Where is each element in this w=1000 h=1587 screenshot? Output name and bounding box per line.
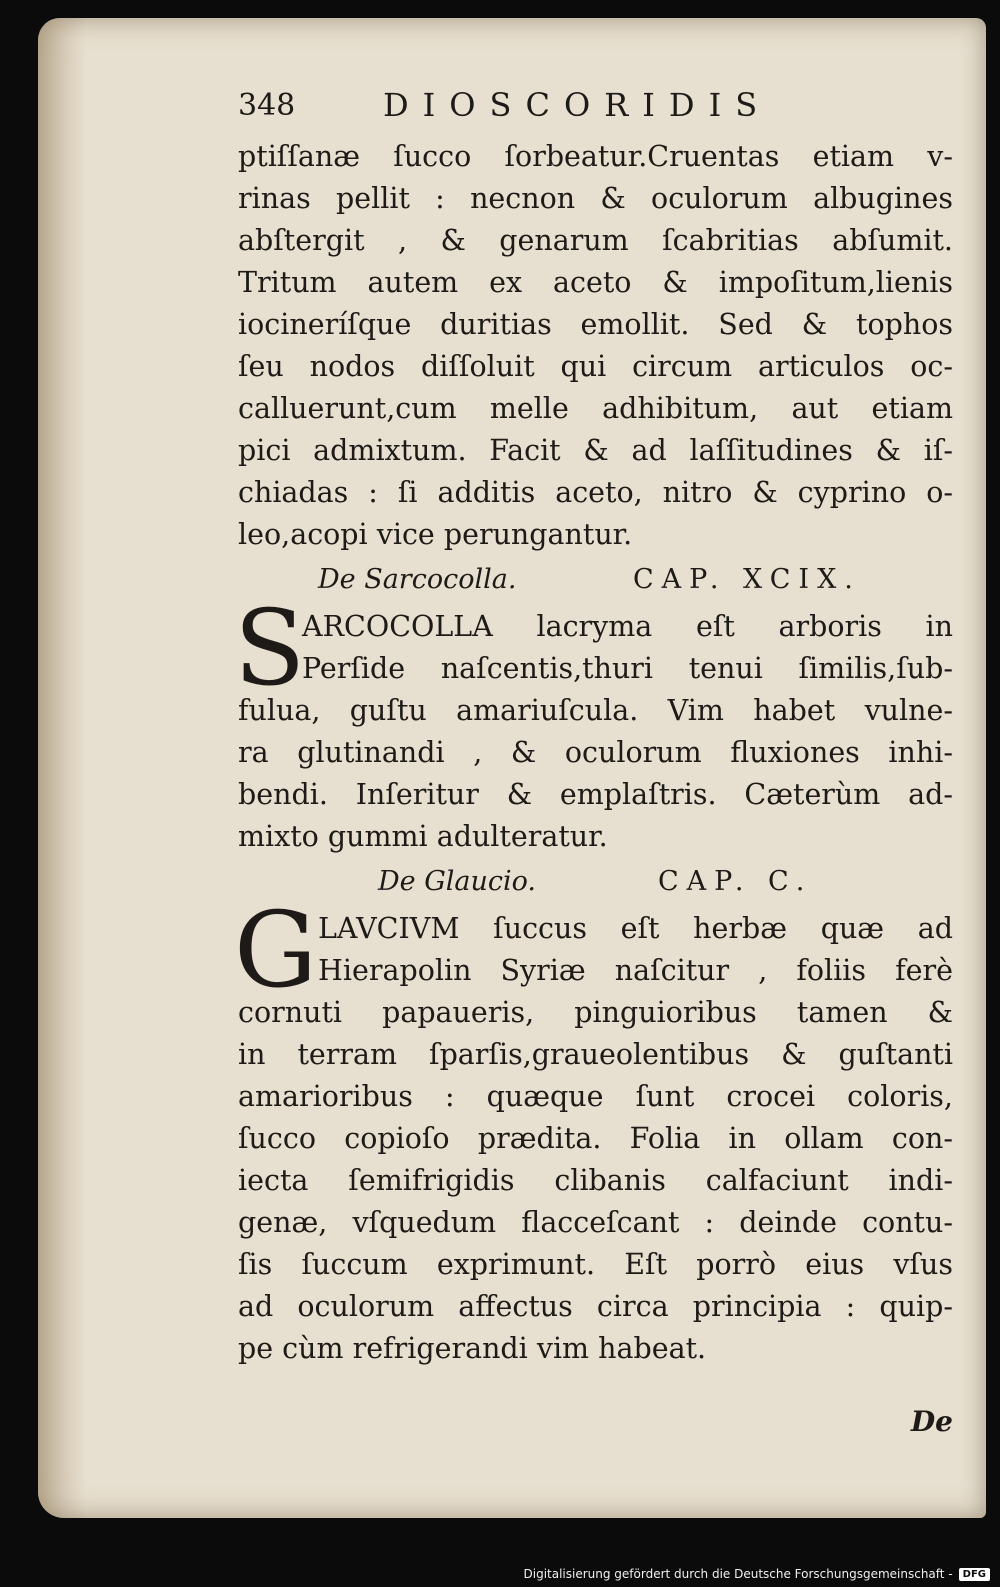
- text-line: ra glutinandi , & oculorum fluxiones inhi-: [238, 736, 953, 769]
- text-line: ptiſſanæ ſucco ſorbeatur.Cruentas etiam v-: [238, 140, 953, 173]
- digitization-footer: [524, 1563, 991, 1585]
- chapter-heading-99: [238, 558, 953, 606]
- section-continuation: [238, 136, 953, 556]
- text-line: ſucco copioſo prædita. Folia in ollam con-: [238, 1122, 953, 1155]
- text-line: iecta ſemifrigidis clibanis calfaciunt indi-: [238, 1164, 953, 1197]
- text-line: iocineríſque duritias emollit. Sed & tophos: [238, 308, 953, 341]
- text-line: genæ, vſquedum flacceſcant : deinde contu-: [238, 1206, 953, 1239]
- text-line: calluerunt,cum melle adhibitum, aut etiam: [238, 392, 953, 425]
- text-line: ad oculorum affectus circa principia : quip-: [238, 1290, 953, 1323]
- chapter-body-100: [234, 889, 953, 1370]
- page-header: [238, 80, 953, 136]
- text-line: pe cùm refrigerandi vim habeat.: [238, 1332, 707, 1365]
- chapter-number: CAP. C.: [658, 866, 813, 897]
- chapter-title: De Sarcocolla.: [318, 564, 517, 595]
- page-number: 348: [238, 88, 296, 123]
- running-head: DIOSCORIDIS: [383, 86, 772, 124]
- text-line: in terram ſparſis,graueolentibus & guſtanti: [238, 1038, 953, 1071]
- catchword: De: [910, 1405, 953, 1438]
- text-line: abſtergit , & genarum ſcabritias abſumit.: [238, 224, 953, 257]
- text-line: amarioribus : quæque ſunt crocei coloris,: [238, 1080, 953, 1113]
- text-line: bendi. Inſeritur & emplaſtris. Cæterùm ad-: [238, 778, 953, 811]
- text-line: cornuti papaueris, pinguioribus tamen &: [238, 996, 953, 1029]
- footer-text: Digitalisierung gefördert durch die Deutsche Forschungsgemeinschaft -: [523, 1567, 953, 1581]
- dfg-logo-icon: DFG: [959, 1568, 990, 1581]
- text-block: [234, 80, 953, 1438]
- chapter-body-99: [234, 587, 953, 858]
- text-line: leo,acopi vice perungantur.: [238, 518, 633, 551]
- text-line: ſis ſuccum exprimunt. Eſt porrò eius vſus: [238, 1248, 953, 1281]
- drop-cap: G: [234, 889, 318, 1011]
- text-line: Hierapolin Syriæ naſcitur , foliis ferè: [318, 954, 953, 987]
- text-line: Perſide naſcentis,thuri tenui ſimilis,ſub-: [302, 652, 953, 685]
- text-line: pici admixtum. Facit & ad laſſitudines & iſ-: [238, 434, 953, 467]
- text-line: mixto gummi adulteratur.: [238, 820, 608, 853]
- chapter-title: De Glaucio.: [378, 866, 537, 897]
- text-line: rinas pellit : necnon & oculorum albugines: [238, 182, 953, 215]
- text-line: LAVCIVM ſuccus eſt herbæ quæ ad: [318, 912, 953, 945]
- text-line: fulua, guſtu amariuſcula. Vim habet vulne-: [238, 694, 953, 727]
- drop-cap: S: [234, 587, 306, 709]
- chapter-heading-100: [238, 860, 953, 908]
- book-page: [38, 18, 986, 1518]
- text-line: Tritum autem ex aceto & impoſitum,lienis: [238, 266, 953, 299]
- text-line: ARCOCOLLA lacryma eſt arboris in: [302, 610, 953, 643]
- chapter-number: CAP. XCIX.: [633, 564, 861, 595]
- text-line: chiadas : ſi additis aceto, nitro & cyprino o-: [238, 476, 953, 509]
- text-line: ſeu nodos diſſoluit qui circum articulos oc-: [238, 350, 953, 383]
